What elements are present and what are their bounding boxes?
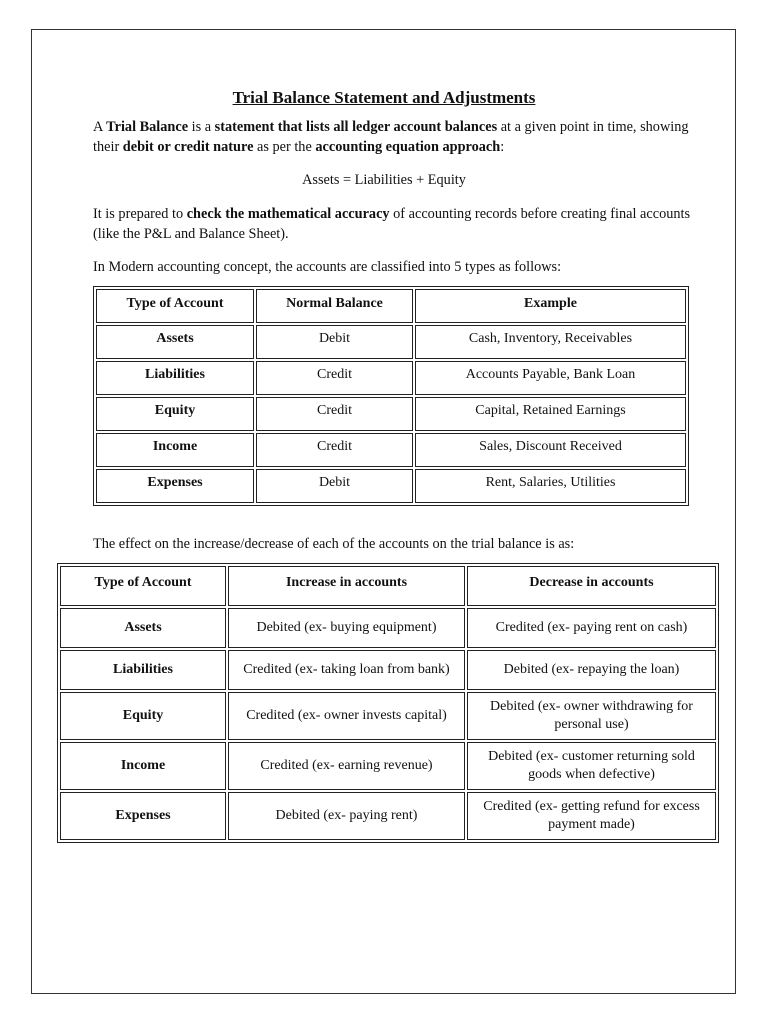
- table-row: [96, 397, 686, 431]
- column-header: Type of Account: [96, 289, 254, 323]
- table-row: [60, 742, 716, 790]
- account-type-cell: Liabilities: [96, 361, 254, 395]
- account-type-cell: Equity: [96, 397, 254, 431]
- column-header: Normal Balance: [256, 289, 413, 323]
- document-title: Trial Balance Statement and Adjustments: [232, 88, 536, 107]
- increase-cell: Credited (ex- earning revenue): [228, 742, 465, 790]
- accounting-equation: Assets = Liabilities + Equity: [302, 172, 466, 188]
- account-types-table: [93, 286, 689, 506]
- account-type-cell: Assets: [96, 325, 254, 359]
- intro-paragraph: A Trial Balance is a statement that lists all ledger account balances at a given point in time, showing their debit or credit nature as per the accounting equation approach:: [93, 119, 689, 155]
- column-header: Example: [415, 289, 686, 323]
- example-cell: Accounts Payable, Bank Loan: [415, 361, 686, 395]
- table-row: [96, 433, 686, 467]
- effect-intro: The effect on the increase/decrease of each of the accounts on the trial balance is as:: [93, 536, 575, 552]
- increase-cell: Credited (ex- taking loan from bank): [228, 650, 465, 690]
- table-row: [96, 325, 686, 359]
- example-cell: Capital, Retained Earnings: [415, 397, 686, 431]
- account-effects-table: [57, 563, 719, 843]
- table-header-row: [96, 289, 686, 323]
- decrease-cell: Credited (ex- paying rent on cash): [467, 608, 716, 648]
- normal-balance-cell: Credit: [256, 397, 413, 431]
- increase-cell: Debited (ex- buying equipment): [228, 608, 465, 648]
- table-row: [60, 608, 716, 648]
- account-type-cell: Expenses: [60, 792, 226, 840]
- account-type-cell: Equity: [60, 692, 226, 740]
- decrease-cell: Debited (ex- repaying the loan): [467, 650, 716, 690]
- classification-intro: In Modern accounting concept, the accounts are classified into 5 types as follows:: [93, 259, 562, 275]
- table-header-row: [60, 566, 716, 606]
- increase-cell: Credited (ex- owner invests capital): [228, 692, 465, 740]
- purpose-paragraph: It is prepared to check the mathematical accuracy of accounting records before creating final accounts (like the P&L and Balance Sheet).: [93, 206, 691, 242]
- account-type-cell: Income: [96, 433, 254, 467]
- account-type-cell: Assets: [60, 608, 226, 648]
- column-header: Decrease in accounts: [467, 566, 716, 606]
- table-row: [96, 361, 686, 395]
- normal-balance-cell: Credit: [256, 433, 413, 467]
- table-row: [96, 469, 686, 503]
- normal-balance-cell: Debit: [256, 469, 413, 503]
- example-cell: Sales, Discount Received: [415, 433, 686, 467]
- account-type-cell: Income: [60, 742, 226, 790]
- normal-balance-cell: Debit: [256, 325, 413, 359]
- decrease-cell: Debited (ex- customer returning sold goods when defective): [467, 742, 716, 790]
- example-cell: Rent, Salaries, Utilities: [415, 469, 686, 503]
- column-header: Increase in accounts: [228, 566, 465, 606]
- table-row: [60, 692, 716, 740]
- decrease-cell: Credited (ex- getting refund for excess payment made): [467, 792, 716, 840]
- increase-cell: Debited (ex- paying rent): [228, 792, 465, 840]
- column-header: Type of Account: [60, 566, 226, 606]
- example-cell: Cash, Inventory, Receivables: [415, 325, 686, 359]
- normal-balance-cell: Credit: [256, 361, 413, 395]
- account-type-cell: Expenses: [96, 469, 254, 503]
- table-row: [60, 792, 716, 840]
- decrease-cell: Debited (ex- owner withdrawing for personal use): [467, 692, 716, 740]
- account-type-cell: Liabilities: [60, 650, 226, 690]
- table-row: [60, 650, 716, 690]
